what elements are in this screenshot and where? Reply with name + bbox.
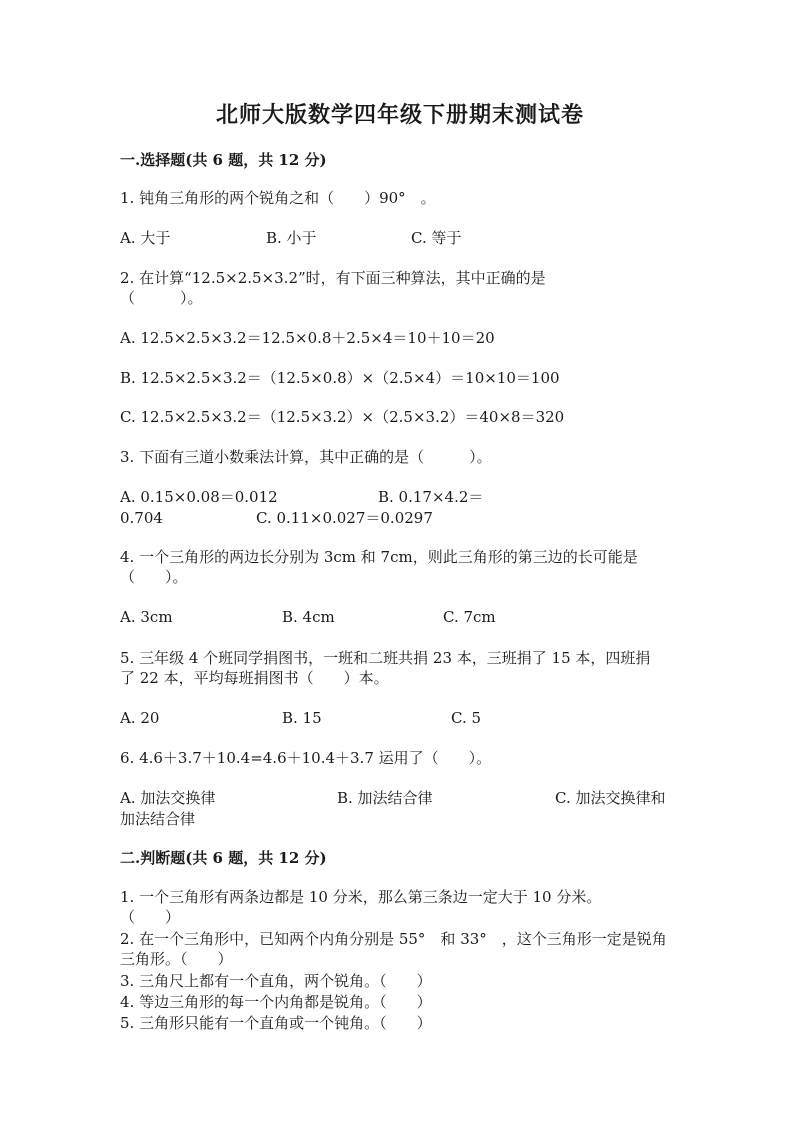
question-1-option-b: B. 小于 [266, 229, 317, 247]
question-3-option-b-part1: B. 0.17×4.2＝ [378, 488, 484, 506]
question-5-option-c: C. 5 [451, 709, 482, 727]
question-5-stem-line2: 了 22 本，平均每班捐图书（ ）本。 [120, 669, 389, 687]
judgement-4: 4. 等边三角形的每一个内角都是锐角。（ ） [120, 993, 432, 1011]
question-2-option-a: A. 12.5×2.5×3.2＝12.5×0.8＋2.5×4＝10＋10＝20 [120, 329, 495, 347]
question-6-stem: 6. 4.6＋3.7＋10.4=4.6＋10.4＋3.7 运用了（ ）。 [120, 749, 492, 767]
question-6-option-a: A. 加法交换律 [120, 789, 216, 807]
question-5-option-a: A. 20 [120, 709, 160, 727]
judgement-5: 5. 三角形只能有一个直角或一个钝角。（ ） [120, 1014, 432, 1032]
section-heading-choice: 一.选择题(共 6 题，共 12 分) [120, 151, 327, 169]
question-6-option-c-part2: 加法结合律 [120, 810, 196, 828]
section-heading-judgement: 二.判断题(共 6 题，共 12 分) [120, 849, 327, 867]
judgement-3: 3. 三角尺上都有一个直角，两个锐角。（ ） [120, 972, 432, 990]
question-2-option-c: C. 12.5×2.5×3.2＝（12.5×3.2）×（2.5×3.2）＝40×8＝320 [120, 408, 565, 426]
question-4-option-c: C. 7cm [443, 608, 496, 626]
question-6-option-b: B. 加法结合律 [337, 789, 433, 807]
judgement-1-line2: （ ） [120, 908, 181, 926]
question-3-option-b-part2: 0.704 [120, 509, 163, 527]
question-2-stem-line1: 2. 在计算“12.5×2.5×3.2”时，有下面三种算法，其中正确的是 [120, 269, 546, 287]
question-5-option-b: B. 15 [282, 709, 322, 727]
question-5-stem-line1: 5. 三年级 4 个班同学捐图书，一班和二班共捐 23 本，三班捐了 15 本，四班捐 [120, 649, 651, 667]
question-1-option-a: A. 大于 [120, 229, 171, 247]
judgement-2-line2: 三角形。（ ） [120, 950, 233, 968]
judgement-1-line1: 1. 一个三角形有两条边都是 10 分米，那么第三条边一定大于 10 分米。 [120, 888, 602, 906]
question-6-option-c-part1: C. 加法交换律和 [555, 789, 666, 807]
page-title: 北师大版数学四年级下册期末测试卷 [215, 102, 584, 128]
question-1-stem: 1. 钝角三角形的两个锐角之和（ ）90° 。 [120, 189, 436, 207]
question-3-option-c: C. 0.11×0.027＝0.0297 [256, 509, 433, 527]
question-2-option-b: B. 12.5×2.5×3.2＝（12.5×0.8）×（2.5×4）＝10×10＝100 [120, 369, 560, 387]
question-4-stem-line1: 4. 一个三角形的两边长分别为 3cm 和 7cm，则此三角形的第三边的长可能是 [120, 548, 638, 566]
question-2-stem-line2: （ ）。 [120, 289, 203, 307]
question-3-option-a: A. 0.15×0.08＝0.012 [120, 488, 278, 506]
question-4-stem-line2: （ ）。 [120, 568, 188, 586]
question-4-option-a: A. 3cm [120, 608, 173, 626]
question-3-stem: 3. 下面有三道小数乘法计算，其中正确的是（ ）。 [120, 448, 492, 466]
question-1-option-c: C. 等于 [411, 229, 462, 247]
judgement-2-line1: 2. 在一个三角形中，已知两个内角分别是 55° 和 33° ，这个三角形一定是锐角 [120, 930, 667, 948]
question-4-option-b: B. 4cm [282, 608, 335, 626]
